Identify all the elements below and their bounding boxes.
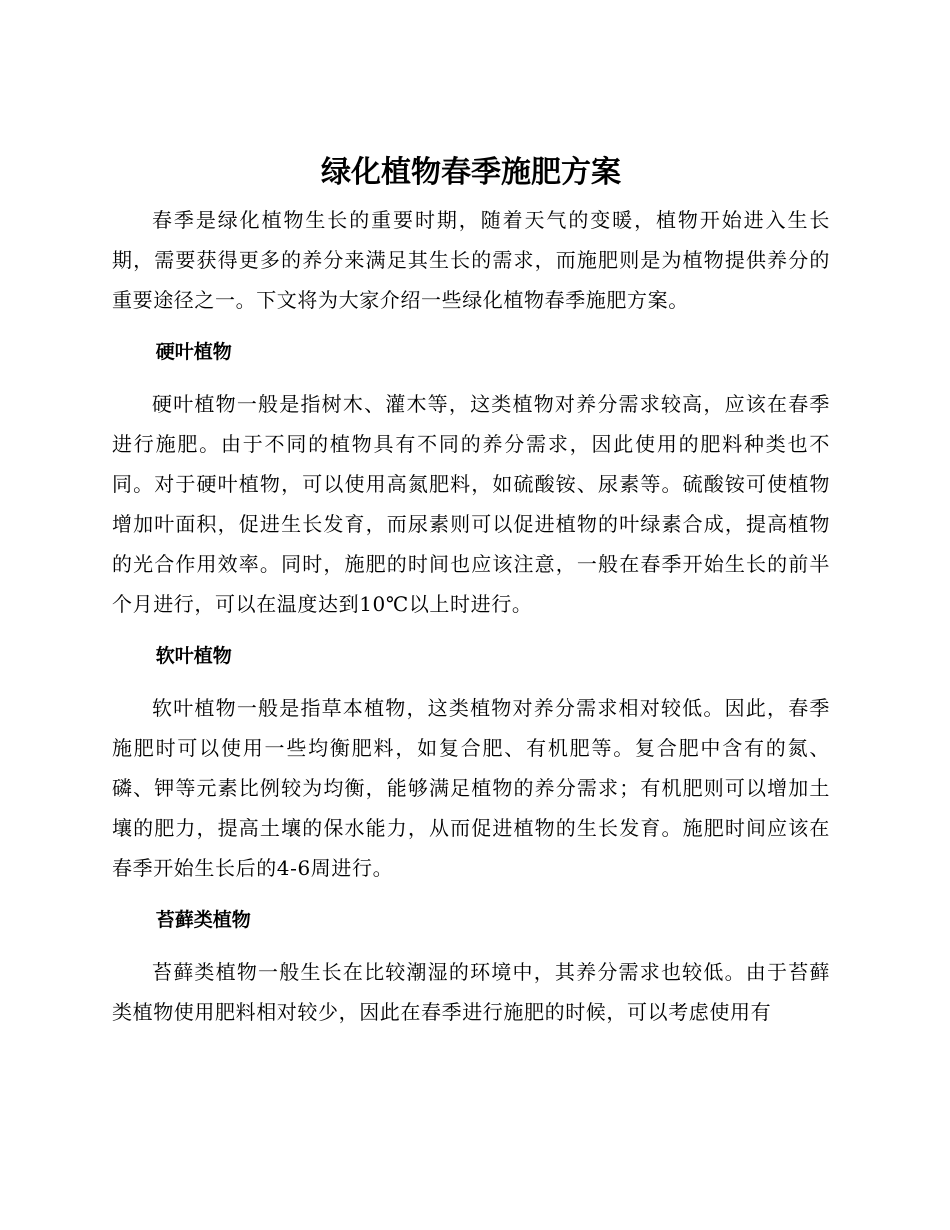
document-page — [112, 150, 830, 1032]
intro-paragraph: 春季是绿化植物生长的重要时期，随着天气的变暖，植物开始进入生长期，需要获得更多的养分来满足其生长的需求，而施肥则是为植物提供养分的重要途径之一。下文将为大家介绍一些绿化植物春季施肥方案。 — [112, 208, 830, 312]
section-paragraph: 苔藓类植物一般生长在比较潮湿的环境中，其养分需求也较低。由于苔藓类植物使用肥料相对较少，因此在春季进行施肥的时候，可以考虑使用有 — [112, 960, 830, 1024]
section-paragraph: 软叶植物一般是指草本植物，这类植物对养分需求相对较低。因此，春季施肥时可以使用一些均衡肥料，如复合肥、有机肥等。复合肥中含有的氮、磷、钾等元素比例较为均衡，能够满足植物的养分需求；有机肥则可以增加土壤的肥力，提高土壤的保水能力，从而促进植物的生长发育。施肥时间应该在春季开始生长后的4-6周进行。 — [112, 696, 830, 880]
section-heading: 苔藓类植物 — [155, 909, 251, 931]
section-soft-leaf — [112, 636, 830, 888]
document-title: 绿化植物春季施肥方案 — [321, 155, 621, 190]
section-heading: 软叶植物 — [155, 645, 232, 667]
section-moss — [112, 900, 830, 1032]
section-hard-leaf — [112, 332, 830, 624]
section-paragraph: 硬叶植物一般是指树木、灌木等，这类植物对养分需求较高，应该在春季进行施肥。由于不同的植物具有不同的养分需求，因此使用的肥料种类也不同。对于硬叶植物，可以使用高氮肥料，如硫酸铵、尿素等。硫酸铵可使植物增加叶面积，促进生长发育，而尿素则可以促进植物的叶绿素合成，提高植物的光合作用效率。同时，施肥的时间也应该注意，一般在春季开始生长的前半个月进行，可以在温度达到10℃以上时进行。 — [112, 392, 830, 616]
section-heading: 硬叶植物 — [155, 341, 232, 363]
